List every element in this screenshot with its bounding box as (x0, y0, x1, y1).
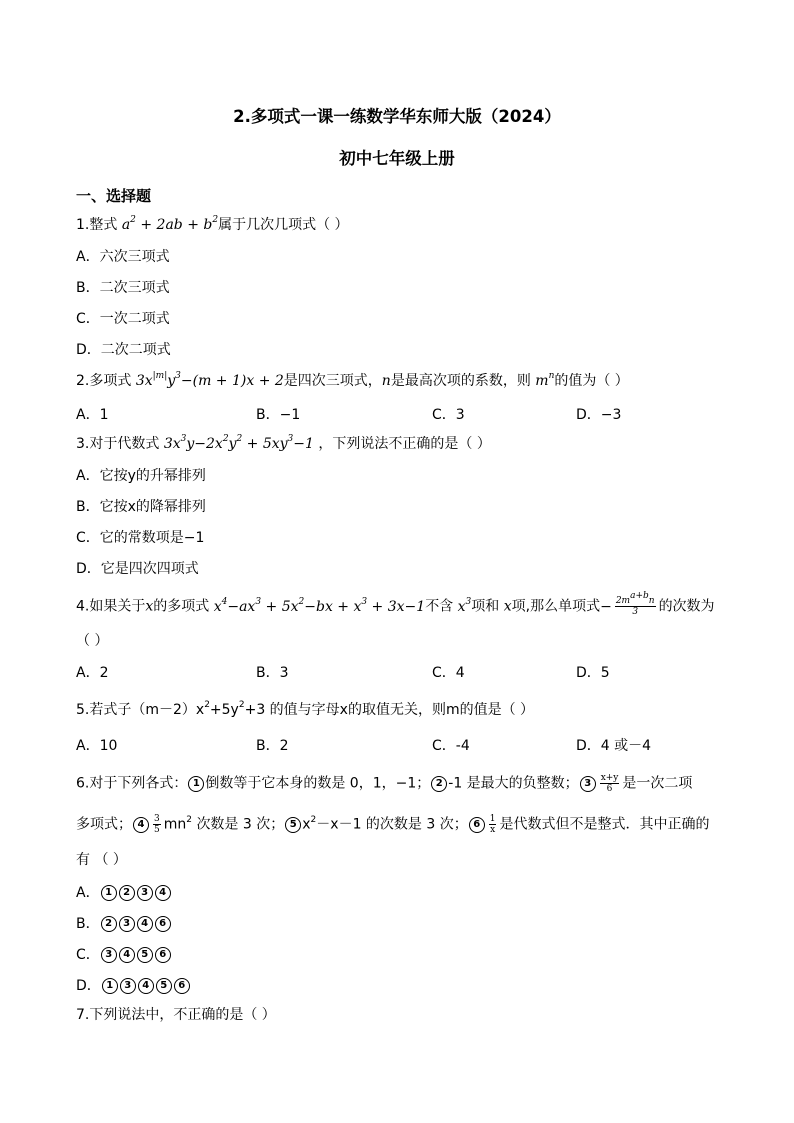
q2-mid: 是四次三项式， (283, 373, 382, 389)
q6-item4: 次数是 3 次； (196, 816, 285, 833)
question-4 (76, 591, 715, 617)
q6-option-c-label: C． (76, 947, 100, 963)
q6-item1: 倒数等于它本身的数是 0，1，−1； (205, 775, 431, 792)
circled-4-icon: 4 (155, 885, 171, 901)
circled-6-icon: 6 (155, 947, 171, 963)
circled-3-icon: 3 (580, 776, 596, 792)
q3-option-c[interactable]: C．它的常数项是−1 (76, 530, 205, 546)
q1-option-b[interactable]: B．二次三项式 (76, 280, 170, 296)
question-6-line3: 有 （ ） (76, 852, 127, 868)
q6-option-a[interactable] (76, 884, 172, 902)
circled-3-icon: 3 (137, 885, 153, 901)
q4-mid2: 不含 (425, 598, 454, 615)
q4-expression: $x^4-ax^3 + 5x^2-bx + x^3 + 3x-1$ (213, 596, 426, 615)
q4-var-x: x (145, 598, 154, 615)
q6-option-d[interactable] (76, 977, 191, 995)
circled-5-icon: 5 (285, 817, 301, 833)
question-1 (76, 216, 349, 234)
circled-1-icon: 1 (101, 885, 117, 901)
circled-4-icon: 4 (119, 947, 135, 963)
q1-suffix: 属于几次几项式（ ） (218, 217, 349, 233)
q2-m-power-n: $m^n$ (535, 371, 555, 389)
q5-option-d[interactable]: D．4 或－4 (576, 738, 652, 754)
circled-1-icon: 1 (102, 978, 118, 994)
q1-option-a[interactable]: A．六次三项式 (76, 249, 170, 265)
q3-suffix: ，下列说法不正确的是（ ） (318, 436, 491, 452)
circled-2-icon: 2 (119, 885, 135, 901)
q5-option-b[interactable]: B．2 (256, 738, 289, 754)
q5-option-c[interactable]: C．-4 (432, 738, 470, 754)
q6-fraction-1-x: $\frac{1}{x}$ (489, 814, 496, 835)
circled-6-icon: 6 (469, 817, 485, 833)
q4-option-b[interactable]: B．3 (256, 665, 289, 681)
q2-suffix: 的值为（ ） (554, 373, 629, 389)
q2-option-c[interactable]: C．3 (432, 407, 465, 423)
q6-x: x (302, 816, 311, 833)
q5-part-b: +5y (209, 702, 239, 718)
q2-option-a[interactable]: A．1 (76, 407, 109, 423)
circled-4-icon: 4 (133, 817, 149, 833)
circled-2-icon: 2 (101, 916, 117, 932)
doc-subtitle: 初中七年级上册 (339, 149, 455, 168)
q5-part-c: +3 的值与字母x的取值无关，则m的值是（ ） (244, 702, 535, 718)
q6-item3: 是一次二项 (622, 775, 693, 792)
q1-option-d[interactable]: D．二次二项式 (76, 342, 171, 358)
q3-expression: $3x^3y-2x^2y^2 + 5xy^3-1$ (163, 434, 314, 452)
q2-option-d[interactable]: D．−3 (576, 407, 622, 423)
q4-option-c[interactable]: C．4 (432, 665, 465, 681)
section-heading: 一、选择题 (76, 187, 152, 205)
question-5: 5.若式子$(m-2)x^2+5y^2+3$ 的值与字母x的取值无关，则m的值是（ ） (76, 700, 535, 718)
q3-option-b[interactable]: B．它按x的降幂排列 (76, 499, 206, 515)
q3-prefix: 3.对于代数式 (76, 436, 160, 452)
q1-option-c[interactable]: C．一次二项式 (76, 311, 170, 327)
q3-option-a[interactable]: A．它按y的升幂排列 (76, 468, 206, 484)
q6-option-c[interactable] (76, 946, 172, 964)
circled-4-icon: 4 (137, 916, 153, 932)
circled-2-icon: 2 (431, 776, 447, 792)
question-7: 7.下列说法中，不正确的是（ ） (76, 1007, 276, 1023)
q2-expression: $3x^{|m|}y^3-(m + 1)x + 2$ (135, 371, 284, 389)
question-6-line2: 多项式； 4 $\frac{3}{5}$ $mn^2$ 次数是 3 次； 5 $x^2-x-1$ 的次数是 3 次； 6 $\frac{1}{x}$ 是代数式但不是整式．其中正确的 (76, 814, 710, 835)
q4-x3: $x^3$ (457, 596, 472, 615)
circled-3-icon: 3 (120, 978, 136, 994)
q4-x: x (503, 598, 512, 615)
q1-expression: $a^2 + 2ab + b^2$ (121, 215, 219, 233)
q4-line2: （ ） (76, 633, 109, 649)
circled-5-icon: 5 (137, 947, 153, 963)
q4-monomial: − $\frac{2m^{a+b}n}{3}$ (600, 591, 655, 617)
circled-1-icon: 1 (188, 776, 204, 792)
q6-intro: 6.对于下列各式： (76, 775, 188, 792)
q6-fraction-xy6: $\frac{x+y}{6}$ (600, 773, 619, 794)
q6-option-b[interactable] (76, 915, 172, 933)
q2-var-n: n (381, 373, 391, 389)
q5-option-a[interactable]: A．10 (76, 738, 118, 754)
q6-option-d-label: D． (76, 978, 101, 994)
circled-4-icon: 4 (138, 978, 154, 994)
q2-prefix: 2.多项式 (76, 373, 132, 389)
circled-3-icon: 3 (119, 916, 135, 932)
q4-mid1: 的多项式 (153, 598, 210, 615)
q6-mn: mn (163, 816, 187, 833)
q4-prefix: 4.如果关于 (76, 598, 146, 615)
q1-prefix: 1.整式 (76, 217, 118, 233)
q3-option-d[interactable]: D．它是四次四项式 (76, 561, 199, 577)
question-6-line1 (76, 773, 692, 794)
q6-option-b-label: B． (76, 916, 100, 932)
q6-item3-end: 多项式； (76, 816, 132, 833)
q4-suffix: 的次数为 (658, 598, 715, 615)
circled-3-icon: 3 (101, 947, 117, 963)
q4-mid3: 项和 (471, 598, 500, 615)
q6-item5: －x－1 的次数是 3 次； (316, 816, 468, 833)
q4-mid4: 项,那么单项式 (511, 598, 601, 615)
circled-5-icon: 5 (156, 978, 172, 994)
q6-item2: -1 是最大的负整数； (448, 775, 579, 792)
q2-mid2: 是最高次项的系数，则 (390, 373, 531, 389)
circled-6-icon: 6 (155, 916, 171, 932)
circled-6-icon: 6 (174, 978, 190, 994)
question-2 (76, 372, 629, 390)
q2-option-b[interactable]: B．−1 (256, 407, 301, 423)
q4-option-a[interactable]: A．2 (76, 665, 109, 681)
q4-option-d[interactable]: D．5 (576, 665, 610, 681)
q6-option-a-label: A． (76, 885, 100, 901)
q5-part-a: 5.若式子（m－2）x (76, 702, 205, 718)
q6-fraction-3-5: $\frac{3}{5}$ (154, 814, 160, 835)
doc-title: 2.多项式一课一练数学华东师大版（2024） (233, 107, 561, 126)
question-3 (76, 435, 491, 453)
q6-item6: 是代数式但不是整式．其中正确的 (499, 816, 710, 833)
